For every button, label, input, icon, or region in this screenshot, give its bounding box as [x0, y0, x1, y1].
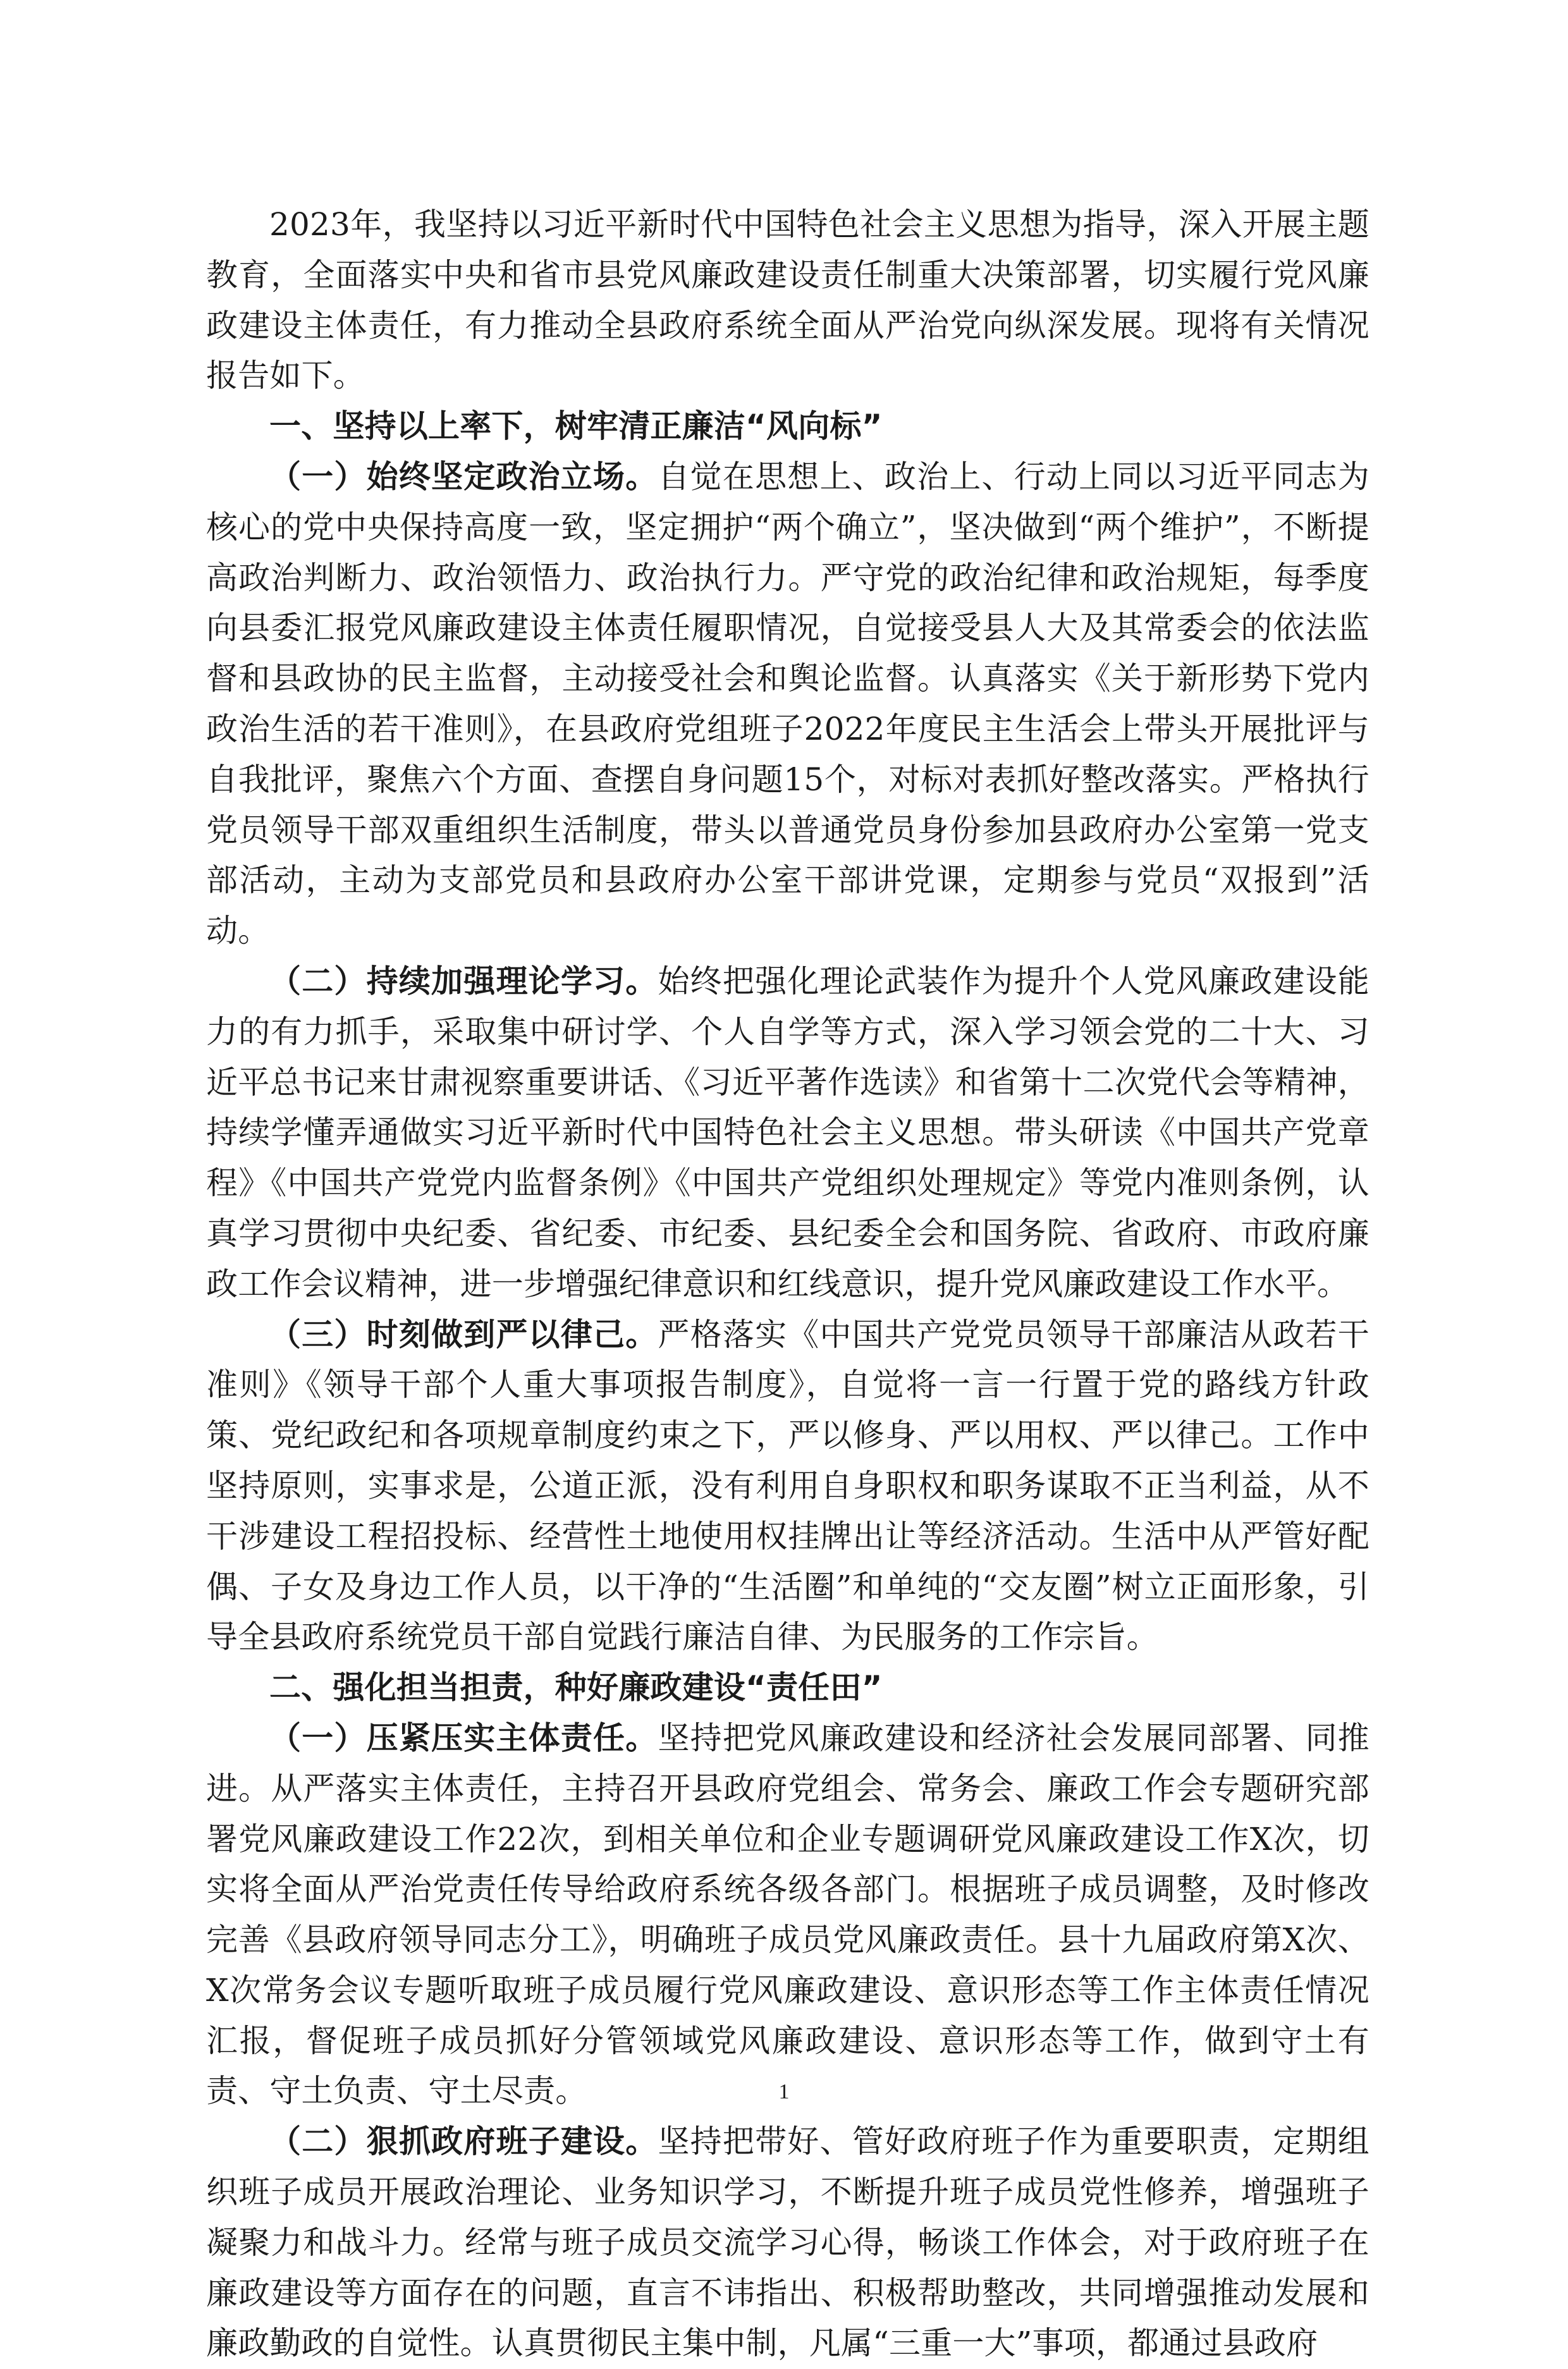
section-1-paragraph-2 — [206, 957, 1369, 1310]
section-1-paragraph-3 — [206, 1310, 1369, 1663]
paragraph-text: 坚持把带好、管好政府班子作为重要职责，定期组织班子成员开展政治理论、业务知识学习，不断提升班子成员党性修养，增强班子凝聚力和战斗力。经常与班子成员交流学习心得，畅谈工作体会，对于政府班子在廉政建设等方面存在的问题，直言不讳指出、积极帮助整改，共同增强推动发展和廉政勤政的自觉性。认真贯彻民主集中制，凡属“三重一大”事项，都通过县政府 — [206, 2123, 1369, 2362]
paragraph-lead: （一）始终坚定政治立场。 — [269, 458, 658, 495]
section-1-paragraph-1 — [206, 452, 1369, 957]
section-heading-2: 二、强化担当担责，种好廉政建设“责任田” — [269, 1669, 883, 1706]
paragraph-lead: （一）压紧压实主体责任。 — [269, 1719, 658, 1756]
paragraph-lead: （二）狠抓政府班子建设。 — [269, 2123, 658, 2160]
page-number: 1 — [778, 2080, 790, 2103]
paragraph-text: 始终把强化理论武装作为提升个人党风廉政建设能力的有力抓手，采取集中研讨学、个人自学等方式，深入学习领会党的二十大、习近平总书记来甘肃视察重要讲话、《习近平著作选读》和省第十二次党代会等精神，持续学懂弄通做实习近平新时代中国特色社会主义思想。带头研读《中国共产党章程》《中国共产党党内监督条例》《中国共产党组织处理规定》等党内准则条例，认真学习贯彻中央纪委、省纪委、市纪委、县纪委全会和国务院、省政府、市政府廉政工作会议精神，进一步增强纪律意识和红线意识，提升党风廉政建设工作水平。 — [206, 962, 1369, 1302]
document-body — [206, 200, 1369, 2369]
section-2-paragraph-1 — [206, 1713, 1369, 2117]
paragraph-text: 严格落实《中国共产党党员领导干部廉洁从政若干准则》《领导干部个人重大事项报告制度》，自觉将一言一行置于党的路线方针政策、党纪政纪和各项规章制度约束之下，严以修身、严以用权、严以律己。工作中坚持原则，实事求是，公道正派，没有利用自身职权和职务谋取不正当利益，从不干涉建设工程招投标、经营性土地使用权挂牌出让等经济活动。生活中从严管好配偶、子女及身边工作人员，以干净的“生活圈”和单纯的“交友圈”树立正面形象，引导全县政府系统党员干部自觉践行廉洁自律、为民服务的工作宗旨。 — [206, 1316, 1369, 1656]
intro-paragraph: 2023年，我坚持以习近平新时代中国特色社会主义思想为指导，深入开展主题教育，全面落实中央和省市县党风廉政建设责任制重大决策部署，切实履行党风廉政建设主体责任，有力推动全县政府系统全面从严治党向纵深发展。现将有关情况报告如下。 — [206, 206, 1369, 395]
section-2-paragraph-2 — [206, 2117, 1369, 2369]
paragraph-lead: （二）持续加强理论学习。 — [269, 962, 658, 1000]
paragraph-lead: （三）时刻做到严以律己。 — [269, 1316, 658, 1353]
section-heading-1: 一、坚持以上率下，树牢清正廉洁“风向标” — [269, 408, 883, 445]
paragraph-text: 自觉在思想上、政治上、行动上同以习近平同志为核心的党中央保持高度一致，坚定拥护“两个确立”，坚决做到“两个维护”，不断提高政治判断力、政治领悟力、政治执行力。严守党的政治纪律和政治规矩，每季度向县委汇报党风廉政建设主体责任履职情况，自觉接受县人大及其常委会的依法监督和县政协的民主监督，主动接受社会和舆论监督。认真落实《关于新形势下党内政治生活的若干准则》，在县政府党组班子2022年度民主生活会上带头开展批评与自我批评，聚焦六个方面、查摆自身问题15个，对标对表抓好整改落实。严格执行党员领导干部双重组织生活制度，带头以普通党员身份参加县政府办公室第一党支部活动，主动为支部党员和县政府办公室干部讲党课，定期参与党员“双报到”活动。 — [206, 458, 1369, 950]
paragraph-text: 坚持把党风廉政建设和经济社会发展同部署、同推进。从严落实主体责任，主持召开县政府党组会、常务会、廉政工作会专题研究部署党风廉政建设工作22次，到相关单位和企业专题调研党风廉政建设工作X次，切实将全面从严治党责任传导给政府系统各级各部门。根据班子成员调整，及时修改完善《县政府领导同志分工》，明确班子成员党风廉政责任。县十九届政府第X次、X次常务会议专题听取班子成员履行党风廉政建设、意识形态等工作主体责任情况汇报，督促班子成员抓好分管领域党风廉政建设、意识形态等工作，做到守土有责、守土负责、守土尽责。 — [206, 1719, 1369, 2110]
